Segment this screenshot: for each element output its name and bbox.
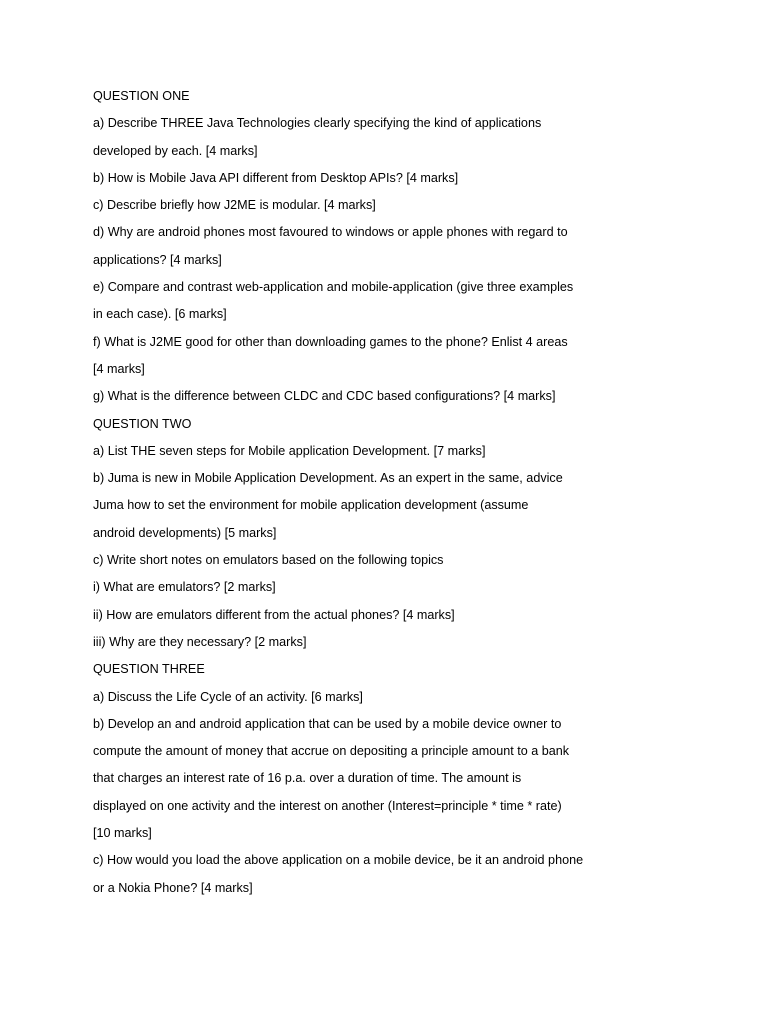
section-heading-question-three: QUESTION THREE	[93, 662, 205, 677]
text-line: e) Compare and contrast web-application and mobile-application (give three examples	[93, 280, 574, 295]
text-line: b) Develop an and android application that can be used by a mobile device owner to	[93, 716, 562, 731]
text-line: a) List THE seven steps for Mobile application Development. [7 marks]	[93, 443, 486, 458]
document-text	[93, 86, 733, 905]
text-line: applications? [4 marks]	[93, 252, 222, 267]
text-line: [4 marks]	[93, 361, 145, 376]
text-line: c) Write short notes on emulators based on the following topics	[93, 553, 444, 568]
section-heading-question-two: QUESTION TWO	[93, 416, 192, 431]
section-heading-question-one: QUESTION ONE	[93, 89, 190, 103]
text-line: d) Why are android phones most favoured to windows or apple phones with regard to	[93, 225, 568, 240]
text-line: or a Nokia Phone? [4 marks]	[93, 880, 253, 895]
text-line: developed by each. [4 marks]	[93, 143, 258, 158]
text-line: displayed on one activity and the interest on another (Interest=principle * time * rate)	[93, 798, 562, 813]
text-line: a) Discuss the Life Cycle of an activity. [6 marks]	[93, 689, 363, 704]
text-line: a) Describe THREE Java Technologies clearly specifying the kind of applications	[93, 116, 542, 131]
text-line: [10 marks]	[93, 826, 152, 841]
text-line: Juma how to set the environment for mobile application development (assume	[93, 498, 529, 513]
text-line: iii) Why are they necessary? [2 marks]	[93, 634, 307, 649]
text-line: compute the amount of money that accrue on depositing a principle amount to a bank	[93, 744, 570, 759]
text-line: c) Describe briefly how J2ME is modular. [4 marks]	[93, 198, 376, 213]
text-line: in each case). [6 marks]	[93, 307, 227, 322]
text-line: g) What is the difference between CLDC and CDC based configurations? [4 marks]	[93, 389, 556, 404]
text-line: that charges an interest rate of 16 p.a. over a duration of time. The amount is	[93, 771, 522, 786]
text-line: b) How is Mobile Java API different from Desktop APIs? [4 marks]	[93, 170, 459, 185]
text-line: ii) How are emulators different from the actual phones? [4 marks]	[93, 607, 455, 622]
text-line: c) How would you load the above application on a mobile device, be it an android phone	[93, 853, 584, 868]
text-line: b) Juma is new in Mobile Application Development. As an expert in the same, advice	[93, 471, 563, 486]
text-line: i) What are emulators? [2 marks]	[93, 580, 276, 595]
text-line: android developments) [5 marks]	[93, 525, 277, 540]
text-line: f) What is J2ME good for other than downloading games to the phone? Enlist 4 areas	[93, 334, 568, 349]
